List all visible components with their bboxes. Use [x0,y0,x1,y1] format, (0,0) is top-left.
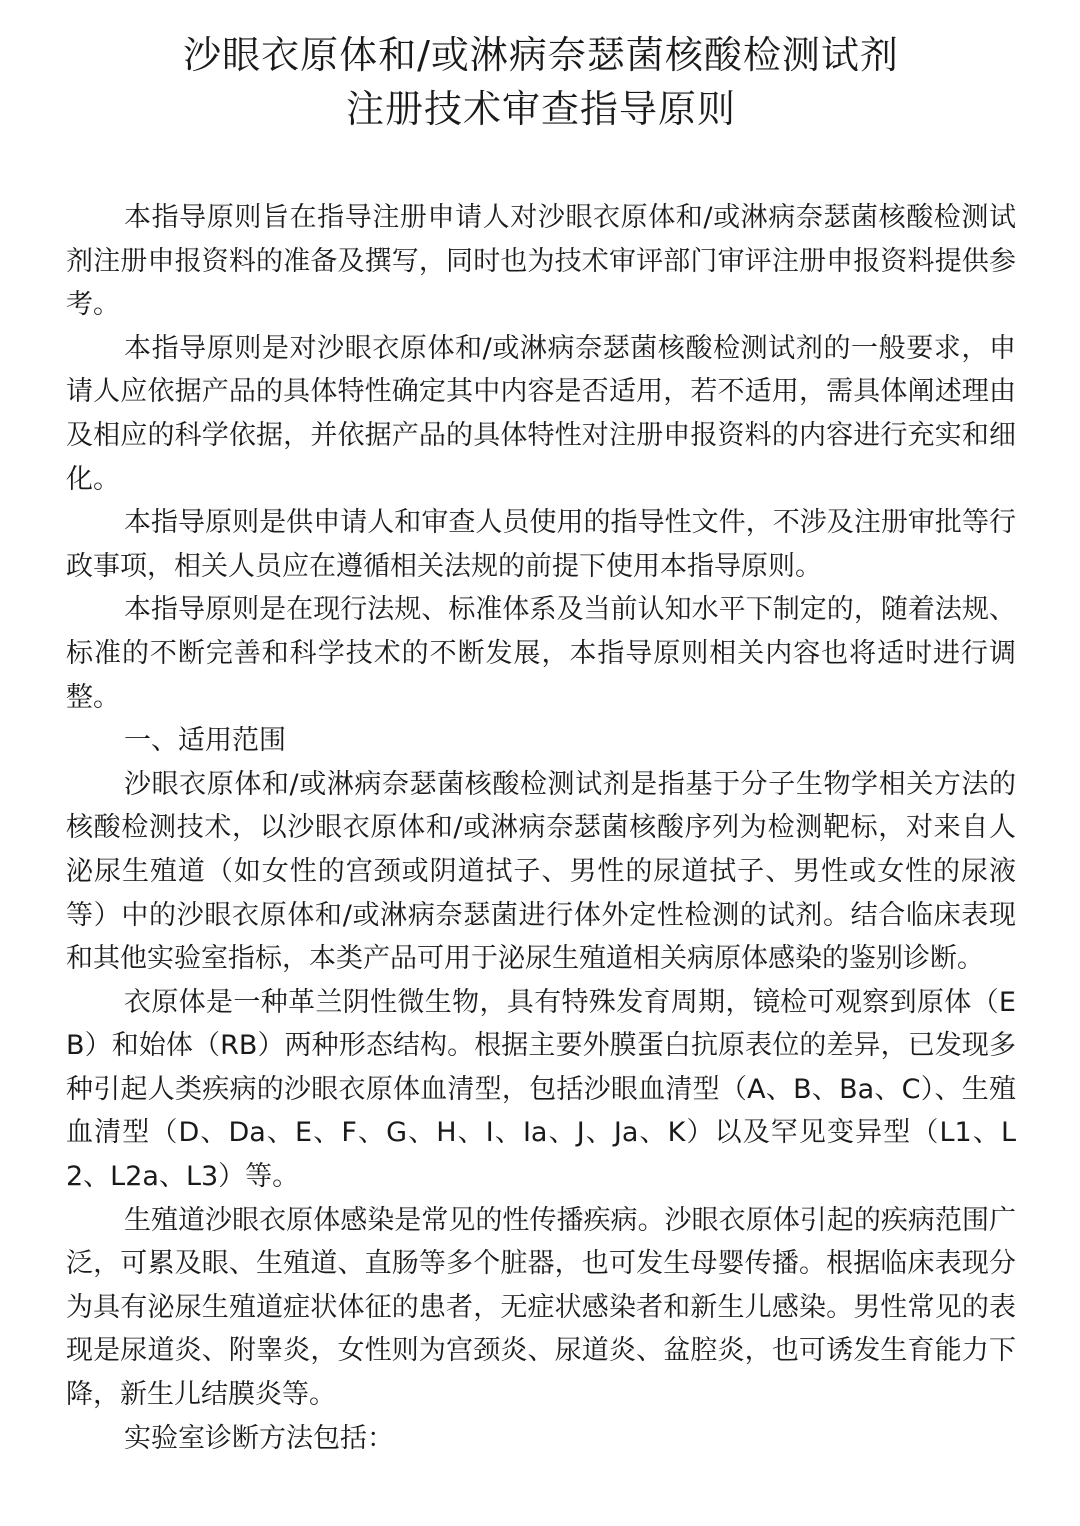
intro-paragraph-1: 本指导原则旨在指导注册申请人对沙眼衣原体和/或淋病奈瑟菌核酸检测试剂注册申报资料的准备及撰写，同时也为技术审评部门审评注册申报资料提供参考。 [66,202,1016,321]
document-title [66,28,1016,136]
scope-paragraph-1: 沙眼衣原体和/或淋病奈瑟菌核酸检测试剂是指基于分子生物学相关方法的核酸检测技术，以沙眼衣原体和/或淋病奈瑟菌核酸序列为检测靶标，对来自人泌尿生殖道（如女性的宫颈或阴道拭子、男性的尿道拭子、男性或女性的尿液等）中的沙眼衣原体和/或淋病奈瑟菌进行体外定性检测的试剂。结合临床表现和其他实验室指标，本类产品可用于泌尿生殖道相关病原体感染的鉴别诊断。 [66,768,1016,975]
section-heading-scope: 一、适用范围 [124,725,286,757]
document-body [66,196,1016,1460]
intro-paragraph-3: 本指导原则是供申请人和审查人员使用的指导性文件，不涉及注册审批等行政事项，相关人员应在遵循相关法规的前提下使用本指导原则。 [66,507,1016,582]
intro-paragraph-2: 本指导原则是对沙眼衣原体和/或淋病奈瑟菌核酸检测试剂的一般要求，申请人应依据产品的具体特性确定其中内容是否适用，若不适用，需具体阐述理由及相应的科学依据，并依据产品的具体特性对注册申报资料的内容进行充实和细化。 [66,332,1016,495]
scope-paragraph-3: 生殖道沙眼衣原体感染是常见的性传播疾病。沙眼衣原体引起的疾病范围广泛，可累及眼、生殖道、直肠等多个脏器，也可发生母婴传播。根据临床表现分为具有泌尿生殖道症状体征的患者，无症状感染者和新生儿感染。男性常见的表现是尿道炎、附睾炎，女性则为宫颈炎、尿道炎、盆腔炎，也可诱发生育能力下降，新生儿结膜炎等。 [66,1204,1016,1411]
intro-paragraph-4: 本指导原则是在现行法规、标准体系及当前认知水平下制定的，随着法规、标准的不断完善和科学技术的不断发展，本指导原则相关内容也将适时进行调整。 [66,594,1016,713]
scope-paragraph-2: 衣原体是一种革兰阴性微生物，具有特殊发育周期，镜检可观察到原体（EB）和始体（RB）两种形态结构。根据主要外膜蛋白抗原表位的差异，已发现多种引起人类疾病的沙眼衣原体血清型，包括沙眼血清型（A、B、Ba、C）、生殖血清型（D、Da、E、F、G、H、I、Ia、J、Ja、K）以及罕见变异型（L1、L2、L2a、L3）等。 [66,986,1016,1193]
title-line-1: 沙眼衣原体和/或淋病奈瑟菌核酸检测试剂 [183,33,899,77]
title-line-2: 注册技术审查指导原则 [345,87,736,131]
scope-paragraph-4: 实验室诊断方法包括： [124,1422,394,1454]
